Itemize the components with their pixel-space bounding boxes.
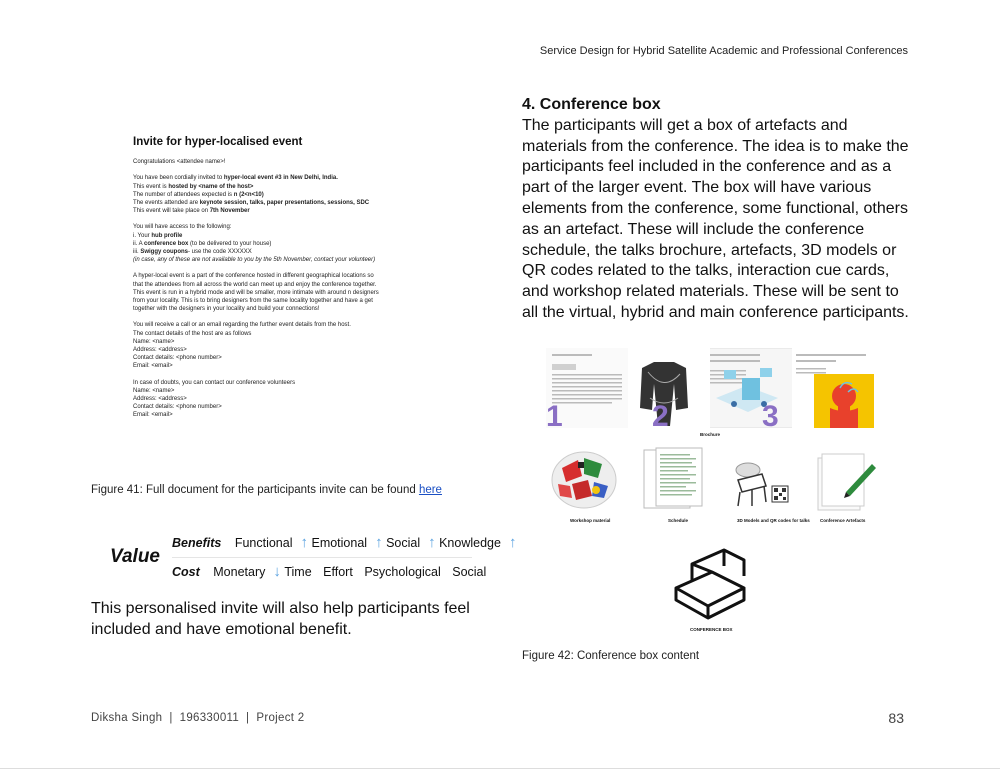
invite-line: that the attendees from all across the world can meet up and enjoy the conference together. <box>133 281 377 288</box>
up-arrow-icon: ↑ <box>428 534 436 551</box>
benefits-row <box>172 536 516 550</box>
box-item-label: Conference Artefacts <box>820 518 866 523</box>
invite-benefit-paragraph: This personalised invite will also help participants feel included and have emotional benefit. <box>91 600 470 638</box>
invite-title: Invite for hyper-localised event <box>133 136 303 148</box>
conference-artefacts-image <box>816 452 878 512</box>
box-item-label: Workshop material <box>570 518 611 523</box>
invite-line: This event is run in a hybrid mode and will be smaller, more intimate with around n designers <box>133 289 379 296</box>
conference-box-section <box>522 95 914 324</box>
cost-row <box>172 565 494 579</box>
here-link[interactable]: here <box>418 484 442 496</box>
invite-text: (to be delivered to your house) <box>188 240 272 247</box>
value-diagram <box>94 530 517 588</box>
invite-line: You will receive a call or an email regarding the further event details from the host. <box>133 322 351 329</box>
down-arrow-icon: ↓ <box>273 563 281 580</box>
invite-text: This event will take place on <box>133 208 210 215</box>
invite-text-bold: conference box <box>144 240 189 247</box>
3d-models-qr-image <box>732 456 792 510</box>
section-body: The participants will get a box of artefacts and materials from the conference. The idea is to make the participants feel included in the conference and as a part of the larger event. The box will have various elements from the conference, some functional, others as an artefact. These will include the conference schedule, the talks brochure, artefacts, 3D models or QR codes related to the talks, interaction cue cards, and workshop related materials. These will be sent to all the virtual, hybrid and main conference participants. <box>522 116 909 321</box>
invite-text: iii. <box>133 249 141 256</box>
invite-document <box>133 138 413 420</box>
benefit-item: Functional <box>234 536 293 550</box>
invite-line: In case of doubts, you can contact our conference volunteers <box>133 379 296 386</box>
invite-line: Contact details: <phone number> <box>133 355 222 362</box>
benefit-item: Social <box>386 536 421 550</box>
invite-text: i. Your <box>133 232 152 239</box>
up-arrow-icon: ↑ <box>508 534 517 551</box>
invite-line <box>133 232 413 240</box>
figure-41-caption <box>91 484 442 496</box>
invite-line: from your locality. This is to bring designers from the same locality together and have a get <box>133 298 373 305</box>
footer: Diksha Singh | 196330011 | Project 2 <box>91 712 305 724</box>
conference-box-label: CONFERENCE BOX <box>690 627 733 632</box>
invite-text-bold: hosted by <name of the host> <box>168 183 254 190</box>
invite-line: Address: <address> <box>133 347 187 354</box>
benefits-label: Benefits <box>172 536 222 550</box>
cost-item: Effort <box>323 565 353 579</box>
invite-line: Email: <email> <box>133 412 173 419</box>
invite-text-bold: hub profile <box>151 232 183 239</box>
invite-line: Name: <name> <box>133 338 175 345</box>
invite-text: ii. A <box>133 240 145 247</box>
invite-line: A hyper-local event is a part of the conference hosted in different geographical locations so <box>133 273 374 280</box>
invite-text: The number of attendees expected is <box>133 191 234 198</box>
benefit-item: Knowledge <box>439 536 501 550</box>
invite-text: This event is <box>133 183 169 190</box>
footer-id: 196330011 <box>179 712 240 724</box>
invite-line <box>133 174 413 182</box>
invite-line: together with the designers in your locality and build your connections! <box>133 306 320 313</box>
cost-item: Time <box>284 565 312 579</box>
invite-line: You will have access to the following: <box>133 224 232 231</box>
invite-line: Address: <address> <box>133 396 187 403</box>
brochure-number: 3 <box>762 400 779 428</box>
cost-item: Social <box>452 565 487 579</box>
caption-text: Figure 41: Full document for the participants invite can be found <box>91 484 419 496</box>
up-arrow-icon: ↑ <box>375 534 383 551</box>
brochure-number: 2 <box>652 400 669 428</box>
invite-text: The events attended are <box>133 200 200 207</box>
invite-text-italic: (in case, any of these are not available to you by the 5th November, contact your volunteer) <box>133 257 376 264</box>
cost-label: Cost <box>172 565 200 579</box>
invite-text-bold: Swiggy coupons <box>140 249 189 256</box>
value-title: Value <box>110 546 160 567</box>
footer-project: Project 2 <box>256 712 305 724</box>
section-heading: 4. Conference box <box>522 96 661 113</box>
invite-line <box>133 183 413 191</box>
workshop-material-image <box>548 446 620 512</box>
invite-text-bold: hyper-local event #3 in New Delhi, India. <box>223 175 338 182</box>
cost-item: Psychological <box>364 565 441 579</box>
invite-text-bold: keynote session, talks, paper presentations, sessions, SDC <box>199 200 370 207</box>
divider <box>172 557 472 558</box>
schedule-image <box>642 446 706 512</box>
invite-line <box>133 191 413 199</box>
invite-line: The contact details of the host are as follows <box>133 330 252 337</box>
invite-line <box>133 248 413 256</box>
brochure-image <box>546 348 874 428</box>
invite-line <box>133 240 413 248</box>
footer-author: Diksha Singh <box>91 712 163 724</box>
invite-line <box>133 207 413 215</box>
conference-box-icon <box>672 548 748 622</box>
invite-line: Contact details: <phone number> <box>133 404 222 411</box>
invite-text: - use the code XXXXXX <box>188 249 252 256</box>
figure-42-caption: Figure 42: Conference box content <box>522 650 700 662</box>
benefit-item: Emotional <box>311 536 368 550</box>
running-header: Service Design for Hybrid Satellite Academic and Professional Conferences <box>539 45 908 57</box>
cost-item: Monetary <box>213 565 266 579</box>
invite-text: You have been cordially invited to <box>133 175 224 182</box>
bottom-divider <box>0 768 1000 769</box>
invite-line <box>133 256 413 264</box>
box-item-label: Schedule <box>668 518 689 523</box>
invite-greeting: Congratulations <attendee name>! <box>133 159 226 166</box>
up-arrow-icon: ↑ <box>300 534 308 551</box>
invite-line: Name: <name> <box>133 387 175 394</box>
brochure-number: 1 <box>546 400 563 428</box>
brochure-label: Brochure <box>700 432 721 437</box>
box-item-label: 3D Models and QR codes for talks <box>737 518 810 523</box>
invite-line <box>133 199 413 207</box>
page-number: 83 <box>888 710 904 726</box>
invite-line: Email: <email> <box>133 363 173 370</box>
invite-text-bold: 7th November <box>209 208 250 215</box>
invite-text-bold: n (2<n<10) <box>233 191 264 198</box>
